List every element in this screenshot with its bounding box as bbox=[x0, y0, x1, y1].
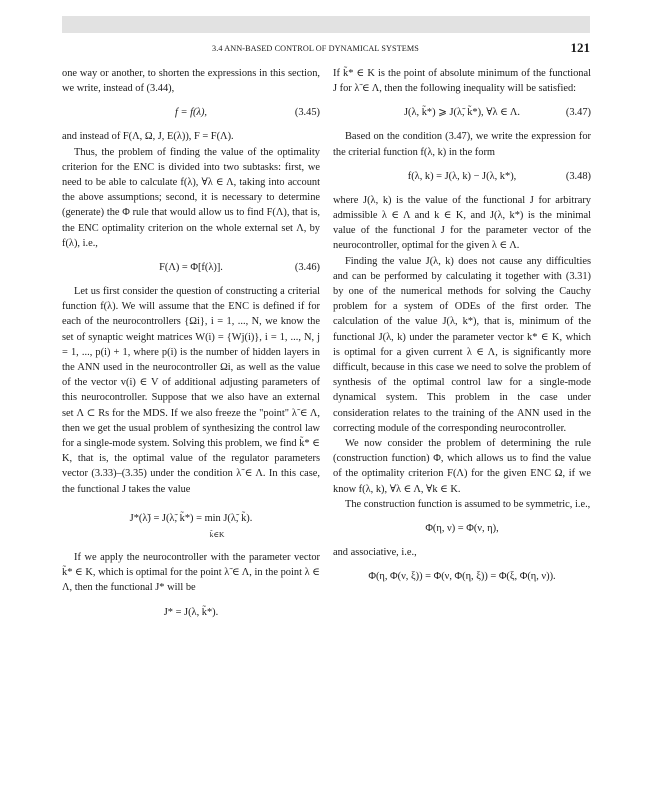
right-paragraph-6: The construction function is assumed to be symmetric, i.e., bbox=[345, 498, 591, 510]
equation-jstar-body: J*(λ̃) = J(λ̃, k̃*) = min J(λ̃, k̃). bbox=[129, 513, 253, 525]
equation-3-45-number: (3.45) bbox=[294, 107, 320, 119]
equation-3-45 bbox=[62, 105, 320, 120]
equation-jstar-2 bbox=[62, 605, 320, 620]
equation-symmetric-body: Φ(η, ν) = Φ(ν, η), bbox=[425, 522, 499, 534]
page-number: 121 bbox=[570, 40, 590, 55]
left-paragraph-2: and instead of F(Λ, Ω, J, E(λ)), F = F(Λ). bbox=[62, 131, 234, 143]
equation-3-48-body: f(λ, k) = J(λ, k) − J(λ, k*), bbox=[407, 170, 517, 182]
equation-3-47-body: J(λ, k̃*) ⩾ J(λ̃, k̃*), ∀λ ∈ Λ. bbox=[403, 107, 521, 119]
left-paragraph-1: one way or another, to shorten the expressions in this section, we write, instead of (3.44), bbox=[62, 68, 320, 95]
equation-3-48-number: (3.48) bbox=[565, 170, 591, 182]
equation-3-46-body: F(Λ) = Φ[f(λ)]. bbox=[159, 261, 223, 273]
equation-symmetric bbox=[333, 521, 591, 536]
left-paragraph-3: Thus, the problem of finding the value of the optimality criterion for the ENC is divided into two subtasks: first, we need to be able to calculate f(λ), ∀λ ∈ Λ, taking into account the above assumptions; second, it is necessary to determine (generate) the Φ rule that would allow us to find F(Λ), that is, the ENC optimality criterion on the whole external set Λ, by f(λ), i.e., bbox=[62, 146, 320, 249]
right-paragraph-3: where J(λ, k) is the value of the functional J for arbitrary admissible λ ∈ Λ and k ∈ K, and J(λ, k*) is the minimal value of the functional J for the parameter vector of the neurocontroller, optimal for the given λ ∈ Λ. bbox=[333, 194, 591, 252]
equation-3-45-body: f = f(λ), bbox=[175, 107, 207, 119]
left-paragraph-5: If we apply the neurocontroller with the parameter vector k̃* ∈ K, which is optimal for the point λ̃ ∈ Λ, in the point λ ∈ Λ, then the functional J* will be bbox=[62, 552, 320, 594]
left-column bbox=[62, 66, 320, 629]
right-paragraph-7: and associative, i.e., bbox=[333, 547, 417, 559]
equation-jstar-subscript: k̃∈K bbox=[209, 529, 225, 539]
equation-3-46 bbox=[62, 260, 320, 275]
equation-3-46-number: (3.46) bbox=[294, 261, 320, 273]
left-paragraph-4: Let us first consider the question of constructing a criterial function f(λ). We will assume that the ENC is defined if for each of the neurocontrollers {Ωi}, i = 1, ..., N, we know the set of synaptic weight matrices W(i) = {Wj(i)}, i = 1, ..., N, j = 1, ..., p(i) + 1, where p(i) is the number of hidden layers in the ANN used in the neurocontroller Ωi, as well as the value of the vector v(i) ∈ V of additional adjusting parameters of this neurocontroller. Suppose that we also have an external set Λ ⊂ Rs for the MDS. If we also freeze the "point" λ̃ ∈ Λ, then we get the usual problem of synthesizing the control law for a single-mode system. Solving this problem, we find k̃* ∈ K, that is, the optimal value of the regulator parameters vector (3.33)–(3.35) under the condition λ̃ ∈ Λ. In this case, the functional J takes the value bbox=[62, 286, 320, 495]
right-column bbox=[333, 66, 591, 593]
equation-3-48 bbox=[333, 169, 591, 184]
header-bar bbox=[62, 16, 590, 33]
right-paragraph-5: We now consider the problem of determining the rule (construction function) Φ, which allows us to find the value of the optimality criterion F(Λ) for the given ENC Ω, if we know f(λ, k), ∀λ ∈ Λ, ∀k ∈ K. bbox=[333, 438, 591, 495]
equation-associative bbox=[333, 569, 591, 584]
equation-3-47 bbox=[333, 105, 591, 120]
right-paragraph-4: Finding the value J(λ, k) does not cause any difficulties and can be performed by calculating it together with (3.31) by one of the numerical methods for solving the Cauchy problem for a system of ODEs of the first order. The calculation of the value J(λ, k*), that is, minimum of the functional J(λ, k) under the parameter vector k* ∈ K, which is optimal for a given current λ ∈ Λ, is significantly more difficult, because in this case we need to solve the problem of synthesis of the optimal control law for a single-mode dynamical system. This problem in the case under consideration relates to the training of the ANN used in the correcting module of the corresponding neurocontroller. bbox=[333, 255, 591, 434]
equation-jstar-2-body: J* = J(λ, k̃*). bbox=[163, 606, 219, 618]
running-title: 3.4 ANN-BASED CONTROL OF DYNAMICAL SYSTEMS bbox=[212, 44, 419, 53]
right-paragraph-2: Based on the condition (3.47), we write the expression for the criterial function f(λ, k) in the form bbox=[333, 131, 591, 158]
running-head bbox=[62, 40, 590, 60]
equation-3-47-number: (3.47) bbox=[565, 107, 591, 119]
right-paragraph-1: If k̃* ∈ K is the point of absolute minimum of the functional J for λ̃ ∈ Λ, then the following inequality will be satisfied: bbox=[333, 68, 591, 95]
equation-associative-body: Φ(η, Φ(ν, ξ)) = Φ(ν, Φ(η, ξ)) = Φ(ξ, Φ(η, ν)). bbox=[368, 571, 556, 583]
equation-jstar bbox=[62, 507, 320, 531]
